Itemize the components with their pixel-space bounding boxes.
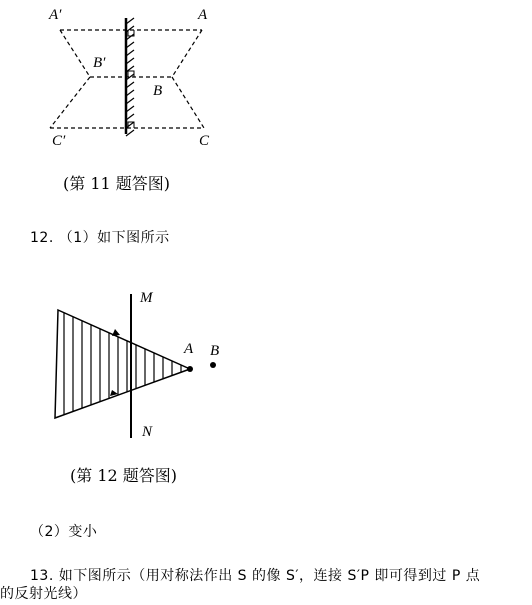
item-12-part-2: （2）变小 <box>30 524 98 540</box>
label-a: A <box>184 341 194 357</box>
item-13-line-2: 的反射光线） <box>0 586 87 602</box>
figure-11-caption: (第 11 题答图) <box>63 174 171 193</box>
label-c-prime: C′ <box>52 133 66 149</box>
item-13-line-1: 13. 如下图所示（用对称法作出 S 的像 S′，连接 S′P 即可得到过 P 点 <box>30 568 481 584</box>
label-b: B <box>153 83 163 99</box>
item-12-heading: 12. （1）如下图所示 <box>30 230 170 246</box>
figure-11-drawing <box>0 0 532 200</box>
label-n: N <box>142 424 153 440</box>
figure-12-caption: (第 12 题答图) <box>70 466 178 485</box>
label-b: B <box>210 343 220 359</box>
label-c: C <box>199 133 210 149</box>
label-a: A <box>198 7 208 23</box>
figure-12-drawing <box>0 280 532 480</box>
label-a-prime: A′ <box>49 7 62 23</box>
label-b-prime: B′ <box>93 55 106 71</box>
label-m: M <box>140 290 153 306</box>
